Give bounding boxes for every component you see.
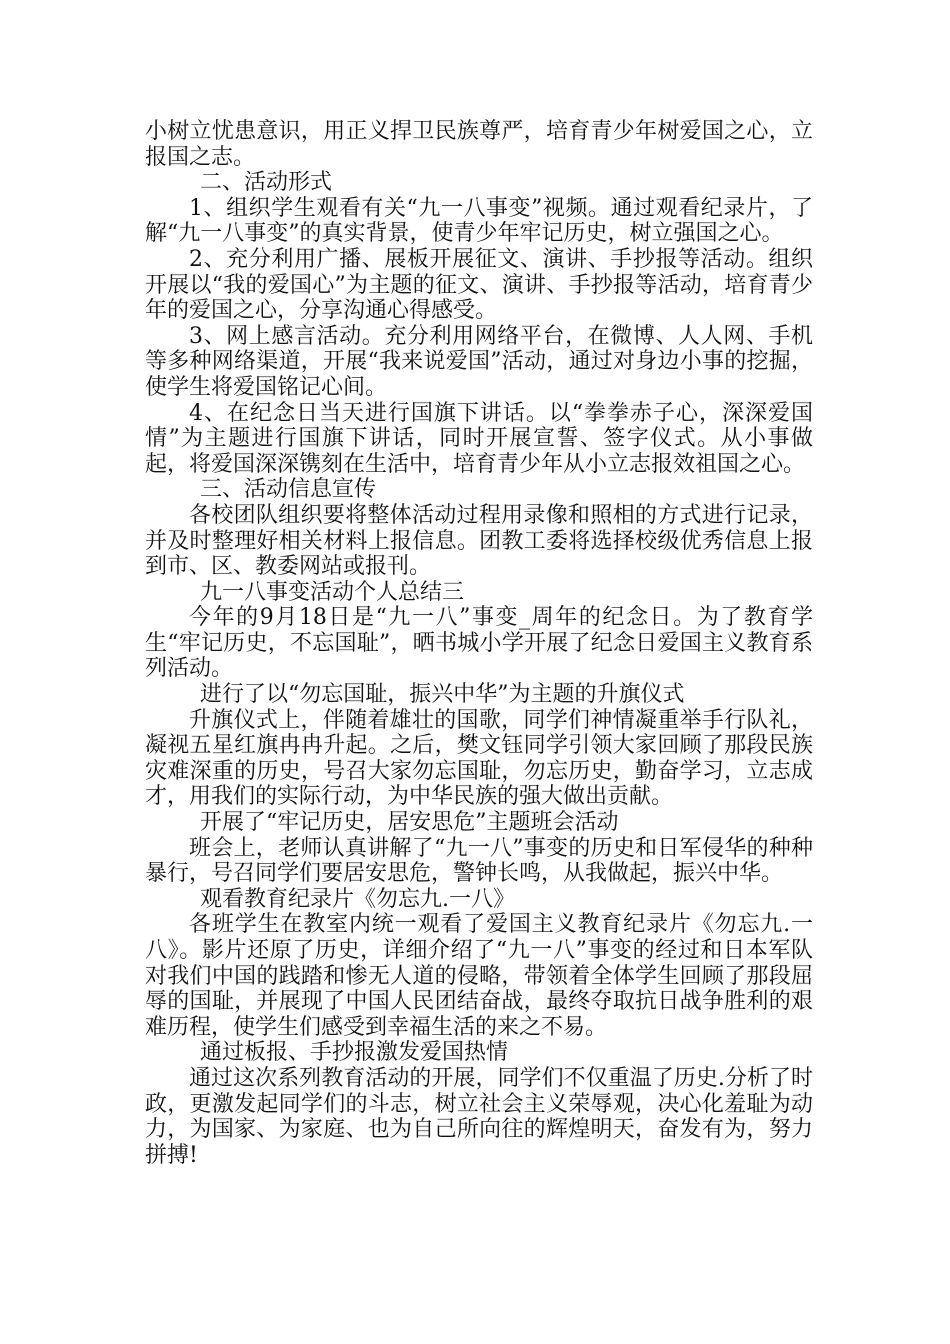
paragraph-class-meeting: 班会上，老师认真讲解了“九一八”事变的历史和日军侵华的种种暴行，号召同学们要居安思危，警钟长鸣，从我做起，振兴中华。	[145, 835, 813, 887]
subheading-documentary: 观看教育纪录片《勿忘九.一八》	[200, 886, 515, 912]
paragraph-conclusion: 通过这次系列教育活动的开展，同学们不仅重温了历史.分析了时政，更激发起同学们的斗志，树立社会主义荣辱观，决心化羞耻为动力，为国家、为家庭、也为自己所向往的辉煌明天，奋发有为，努力拼搏!	[145, 1065, 813, 1168]
paragraph-publicity: 各校团队组织要将整体活动过程用录像和照相的方式进行记录，并及时整理好相关材料上报信息。团教工委将选择校级优秀信息上报到市、区、教委网站或报刊。	[145, 502, 813, 580]
paragraph-flag-ceremony: 升旗仪式上，伴随着雄壮的国歌，同学们神情凝重举手行队礼，凝视五星红旗冉冉升起。之后，樊文钰同学引领大家回顾了那段民族灾难深重的历史，号召大家勿忘国耻，勿忘历史，勤奋学习，立志成才，用我们的实际行动，为中华民族的强大做出贡献。	[145, 707, 813, 810]
paragraph-item-1: 1、组织学生观看有关“九一八事变”视频。通过观看纪录片，了解“九一八事变”的真实背景，使青少年牢记历史，树立强国之心。	[145, 195, 813, 247]
section-heading-activity-form: 二、活动形式	[200, 170, 333, 196]
subheading-flag-ceremony: 进行了以“勿忘国耻，振兴中华”为主题的升旗仪式	[200, 682, 685, 708]
section-heading-summary-three: 九一八事变活动个人总结三	[200, 579, 465, 605]
paragraph-intro: 今年的9月18日是“九一八”事变_周年的纪念日。为了教育学生“牢记历史，不忘国耻”，晒书城小学开展了纪念日爱国主义教育系列活动。	[145, 605, 813, 682]
subheading-blackboard: 通过板报、手抄报激发爱国热情	[200, 1040, 509, 1066]
subheading-class-meeting: 开展了“牢记历史，居安思危”主题班会活动	[200, 810, 619, 836]
paragraph-item-3: 3、网上感言活动。充分利用网络平台，在微博、人人网、手机等多种网络渠道，开展“我来说爱国”活动，通过对身边小事的挖掘，使学生将爱国铭记心间。	[145, 323, 813, 400]
paragraph-documentary: 各班学生在教室内统一观看了爱国主义教育纪录片《勿忘九.一八》。影片还原了历史，详细介绍了“九一八”事变的经过和日本军队对我们中国的践踏和惨无人道的侵略，带领着全体学生回顾了那段屈辱的国耻，并展现了中国人民团结奋战，最终夺取抗日战争胜利的艰难历程，使学生们感受到幸福生活的来之不易。	[145, 912, 813, 1040]
paragraph-item-4: 4、在纪念日当天进行国旗下讲话。以“拳拳赤子心，深深爱国情”为主题进行国旗下讲话，同时开展宣誓、签字仪式。从小事做起，将爱国深深镌刻在生活中，培育青少年从小立志报效祖国之心。	[145, 400, 813, 477]
paragraph-continuation: 小树立忧患意识，用正义捍卫民族尊严，培育青少年树爱国之心，立报国之志。	[145, 119, 813, 170]
document-page	[145, 119, 813, 1168]
paragraph-item-2: 2、充分利用广播、展板开展征文、演讲、手抄报等活动。组织开展以“我的爱国心”为主题的征文、演讲、手抄报等活动，培育青少年的爱国之心，分享沟通心得感受。	[145, 246, 813, 324]
section-heading-publicity: 三、活动信息宣传	[200, 477, 377, 503]
